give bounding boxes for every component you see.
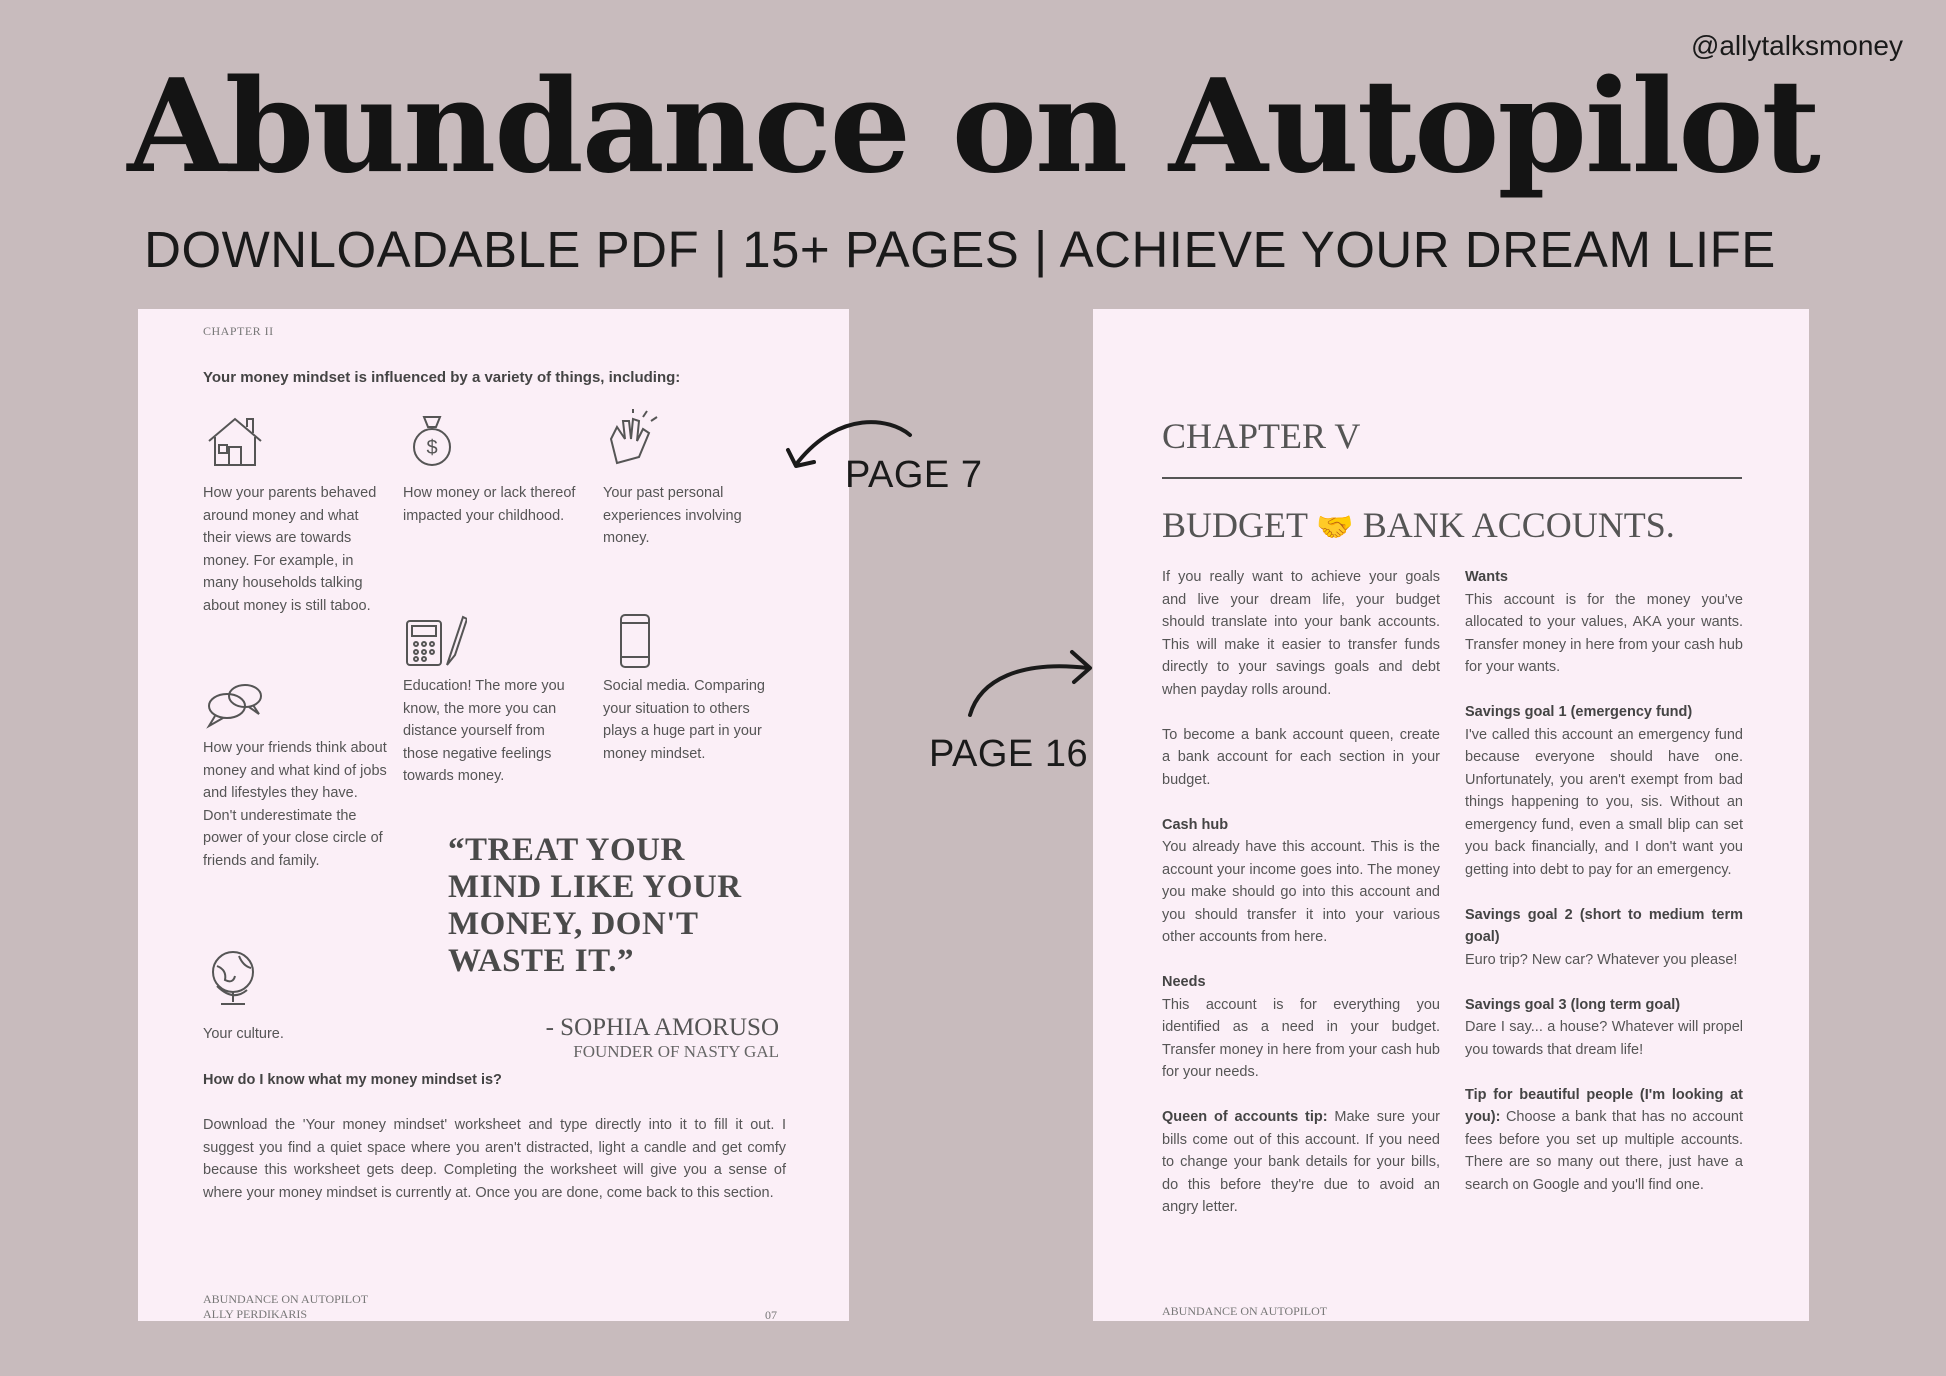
text-column-2 (1465, 566, 1743, 1219)
section-title (1162, 504, 1675, 546)
queen-tip-text: Make sure your bills come out of this account. If you need to change your bank details for your bills, do this before they're due to avoid an angry letter. (1162, 1109, 1440, 1215)
item-text-friends: How your friends think about money and what kind of jobs and lifestyles they have. Don't underestimate the power of your close circle of friends and family. (203, 740, 387, 869)
title-bank-accounts: BANK ACCOUNTS. (1362, 505, 1675, 545)
item-text-experiences: Your past personal experiences involving money. (603, 485, 742, 546)
savings-goal-2-section (1465, 904, 1743, 972)
house-icon (203, 409, 267, 473)
bank-queen-paragraph: To become a bank account queen, create a bank account for each section in your budget. (1162, 726, 1440, 788)
arrow-to-page-16-icon (960, 640, 1100, 720)
savings-goal-3-heading: Savings goal 3 (long term goal) (1465, 996, 1681, 1013)
cash-hub-section (1162, 814, 1440, 949)
text-column-1 (1162, 566, 1440, 1241)
item-text-education: Education! The more you know, the more you can distance yourself from those negative feelings towards money. (403, 678, 565, 784)
needs-section (1162, 971, 1440, 1084)
item-text-parents: How your parents behaved around money and what their views are towards money. For example, in many households talking about money is still taboo. (203, 485, 377, 614)
page-footer (203, 1292, 368, 1322)
chapter-divider (1162, 477, 1742, 479)
queen-tip-heading: Queen of accounts tip: (1162, 1109, 1328, 1125)
footer-author: ALLY PERDIKARIS (203, 1307, 308, 1321)
page-7-preview (138, 309, 849, 1321)
savings-goal-1-heading: Savings goal 1 (emergency fund) (1465, 704, 1693, 720)
needs-heading: Needs (1162, 974, 1206, 990)
beautiful-tip-section (1465, 1084, 1743, 1197)
wants-text: This account is for the money you've allocated to your values, AKA your wants. Transfer money in here from your cash hub for your wants. (1465, 591, 1743, 675)
quote-text: “TREAT YOUR MIND LIKE YOUR MONEY, DON'T WASTE IT.” (448, 832, 742, 979)
item-text-culture: Your culture. (203, 1026, 284, 1042)
cash-hub-text: You already have this account. This is the account your income goes into. The money you make should go into this account and you should transfer it into your various other accounts from here. (1162, 839, 1440, 945)
chapter-label: CHAPTER II (203, 324, 274, 338)
quote-author-role: FOUNDER OF NASTY GAL (573, 1042, 779, 1061)
savings-goal-2-heading: Savings goal 2 (short to medium term goal) (1465, 906, 1743, 945)
worksheet-paragraph: Download the 'Your money mindset' worksheet and type directly into it to fill it out. I suggest you find a quiet space where you aren't distracted, light a candle and get comfy because this worksheet gets deep. Completing the worksheet will give you a sense of where your money mindset is currently at. Once you are done, come back to this section. (203, 1117, 786, 1201)
subtitle: DOWNLOADABLE PDF | 15+ PAGES | ACHIEVE YOUR DREAM LIFE (144, 221, 1776, 278)
page-7-label: PAGE 7 (845, 454, 983, 496)
page-16-preview (1093, 309, 1809, 1321)
page-footer-right: ABUNDANCE ON AUTOPILOT (1162, 1304, 1328, 1318)
high-five-icon (603, 409, 667, 473)
title-budget: BUDGET (1162, 505, 1308, 545)
wants-heading: Wants (1465, 569, 1508, 585)
wants-section (1465, 566, 1743, 679)
page-16-label: PAGE 16 (929, 733, 1089, 775)
queen-tip-section (1162, 1106, 1440, 1219)
savings-goal-3-text: Dare I say... a house? Whatever will propel you towards that dream life! (1465, 1019, 1743, 1058)
intro-paragraph: If you really want to achieve your goals and live your dream life, your budget should translate into your bank accounts. This will make it easier to transfer funds directly to your savings goals and debt when payday rolls around. (1162, 569, 1440, 698)
chapter-heading: CHAPTER V (1162, 416, 1361, 456)
item-text-social-media: Social media. Comparing your situation to others plays a huge part in your money mindset. (603, 678, 765, 762)
beautiful-tip-heading: Tip for beautiful people (I'm looking at you): (1465, 1086, 1743, 1125)
globe-icon (203, 946, 267, 1010)
savings-goal-2-text: Euro trip? New car? Whatever you please! (1465, 951, 1738, 968)
footer-book-title: ABUNDANCE ON AUTOPILOT (203, 1292, 369, 1306)
cash-hub-heading: Cash hub (1162, 816, 1229, 833)
money-bag-icon (400, 409, 464, 473)
beautiful-tip-text: Choose a bank that has no account fees before you set up multiple accounts. There are so many out there, just have a search on Google and you'll find one. (1465, 1109, 1743, 1193)
savings-goal-1-section (1465, 701, 1743, 881)
page-number: 07 (765, 1308, 777, 1322)
intro-text: Your money mindset is influenced by a variety of things, including: (203, 369, 681, 386)
needs-text: This account is for everything you identified as a need in your budget. Transfer money in here from your cash hub for your needs. (1162, 996, 1440, 1080)
mindset-question: How do I know what my money mindset is? (203, 1072, 502, 1088)
calculator-icon (403, 609, 467, 673)
handshake-icon: 🤝 (1316, 511, 1354, 544)
savings-goal-3-section (1465, 994, 1743, 1062)
phone-icon (603, 609, 667, 673)
chat-bubbles-icon (203, 674, 267, 738)
item-text-childhood: How money or lack thereof impacted your childhood. (403, 485, 576, 524)
social-handle: @allytalksmoney (1690, 30, 1903, 61)
svg-text:$: $ (426, 437, 438, 459)
savings-goal-1-text: I've called this account an emergency fund because everyone should have one. Unfortunately, you aren't exempt from bad things happening to you, sis. Without an emergency fund, even a small blip can set you back financially, and I don't want you getting into debt to pay for an emergency. (1465, 726, 1743, 878)
main-title: Abundance on Autopilot (127, 52, 1819, 202)
quote-author: - SOPHIA AMORUSO (545, 1014, 779, 1041)
